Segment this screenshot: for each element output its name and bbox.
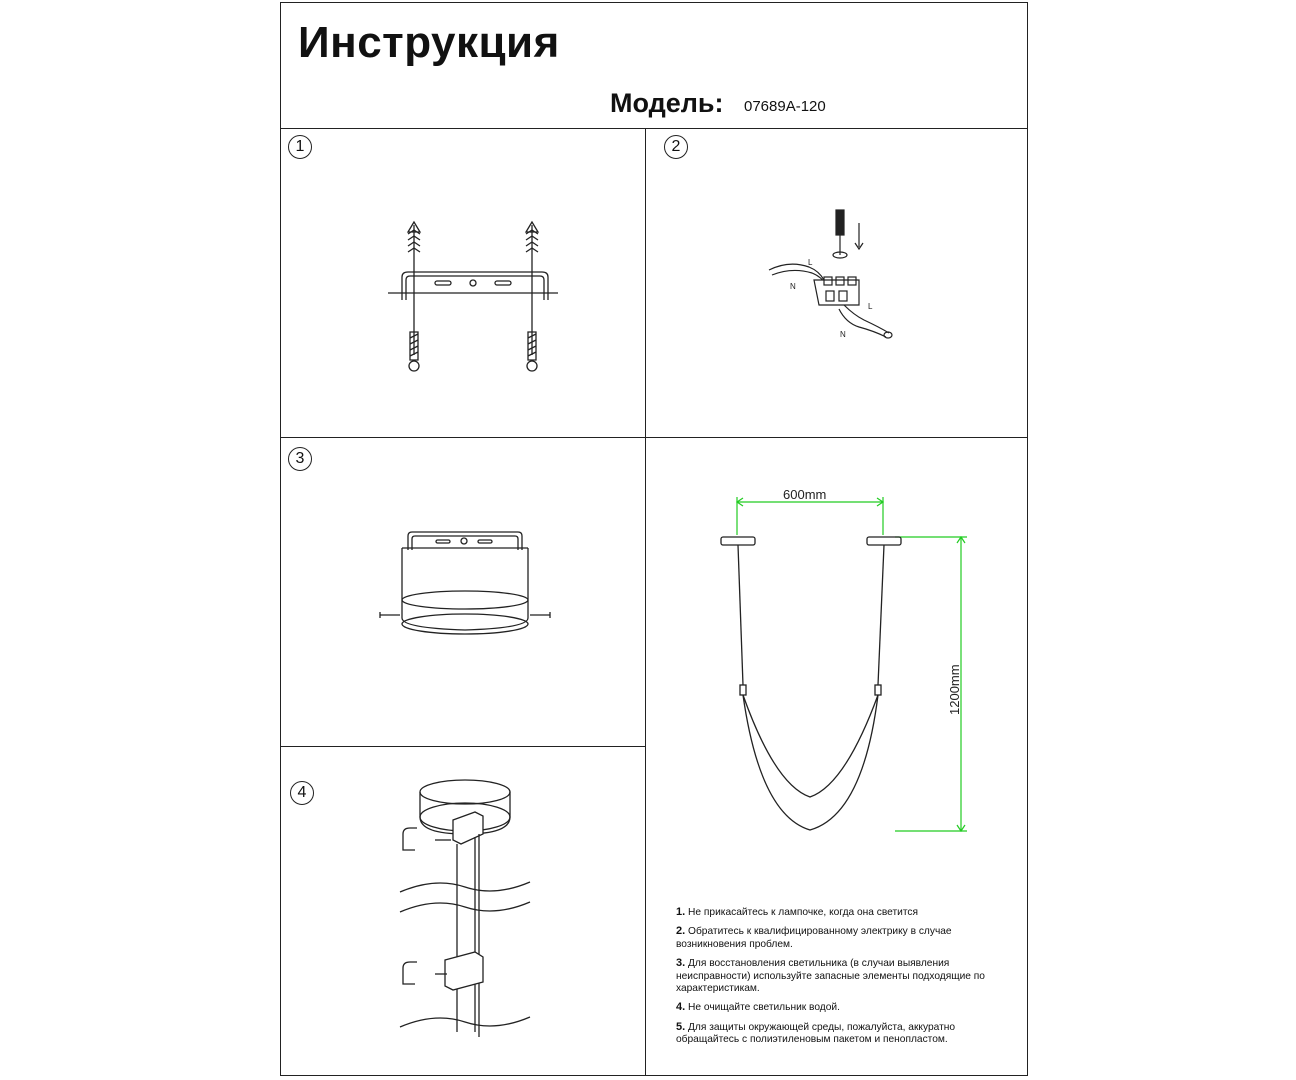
- wire-label-neutral-out: N: [840, 330, 846, 339]
- step-number-1: 1: [288, 135, 312, 159]
- width-dimension-label: 600mm: [783, 487, 827, 502]
- note-item: 4. Не очищайте светильник водой.: [676, 1001, 840, 1014]
- note-item: 2. Обратитесь к квалифицированному электрику в случае возникновения проблем.: [676, 925, 952, 950]
- wire-label-live-in: L: [808, 258, 813, 267]
- note-item: 5. Для защиты окружающей среды, пожалуйста, аккуратно обращайтесь с полиэтиленовым пакетом и пенопластом.: [676, 1020, 956, 1046]
- header-divider: [280, 128, 1028, 129]
- wire-label-live-out: L: [868, 302, 873, 311]
- row-divider-2: [280, 746, 645, 747]
- dimension-diagram: [715, 485, 975, 845]
- height-dimension-label: 1200mm: [947, 664, 962, 715]
- note-item: 3. Для восстановления светильника (в случаи выявления неисправности) используйте запасные элементы подходящие по характеристикам.: [676, 957, 985, 995]
- model-label: Модель:: [610, 88, 724, 118]
- step4-cable-diagram: [395, 772, 535, 1062]
- page-title: Инструкция: [298, 18, 560, 67]
- step1-bracket-diagram: [380, 220, 570, 380]
- safety-notes: [676, 906, 1016, 1053]
- model-number: 07689A-120: [744, 98, 826, 115]
- step2-wiring-diagram: [764, 205, 904, 350]
- wire-label-neutral-in: N: [790, 282, 796, 291]
- column-divider: [645, 128, 646, 1076]
- step3-canopy-diagram: [378, 528, 553, 653]
- step-number-2: 2: [664, 135, 688, 159]
- note-item: 1. Не прикасайтесь к лампочке, когда она светится: [676, 906, 919, 918]
- step-number-4: 4: [290, 781, 314, 805]
- step-number-3: 3: [288, 447, 312, 471]
- row-divider-1: [280, 437, 1028, 438]
